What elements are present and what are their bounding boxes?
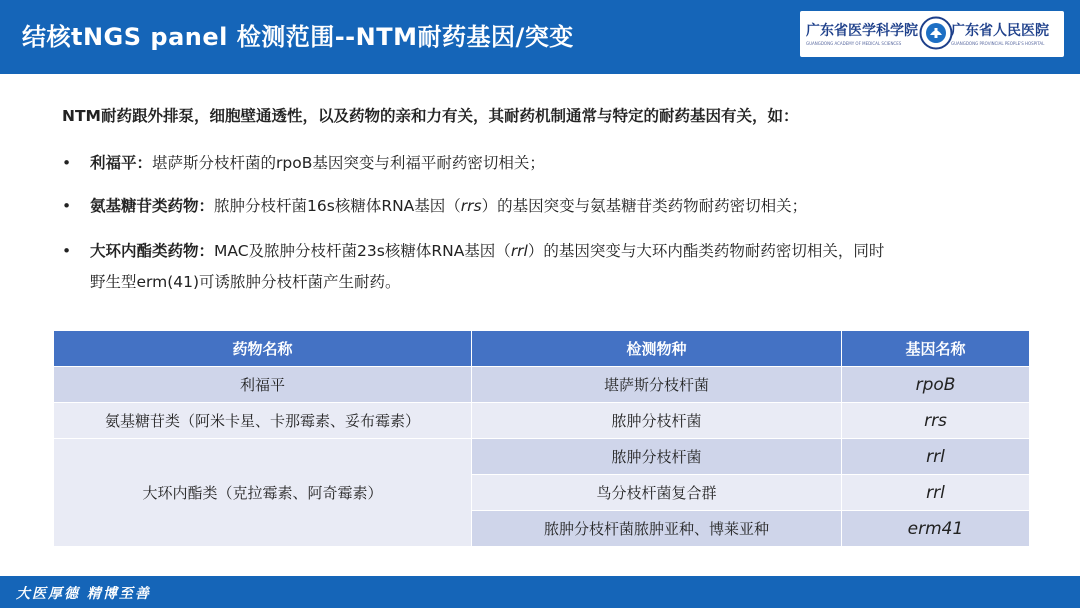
cell-gene: rpoB: [842, 367, 1030, 403]
resistance-gene-table: [53, 330, 1030, 547]
footer-motto: 大医厚德 精博至善: [16, 586, 151, 602]
bullet-dot-icon: •: [62, 154, 72, 172]
bullet-term: 氨基糖苷类药物：: [90, 197, 215, 215]
bullet-term: 利福平：: [90, 154, 153, 172]
bullet-macrolides: [62, 236, 1080, 298]
bullet-gene: rrl: [510, 242, 528, 260]
bullet-text: 堪萨斯分枝杆菌的rpoB基因突变与利福平耐药密切相关；: [152, 154, 545, 172]
header-gene: 基因名称: [842, 331, 1030, 367]
page-title: 结核tNGS panel 检测范围--NTM耐药基因/突变: [22, 23, 574, 51]
bullet-term: 大环内酯类药物：: [90, 242, 215, 260]
cell-drug: 大环内酯类（克拉霉素、阿奇霉素）: [54, 439, 472, 547]
cell-species: 脓肿分枝杆菌: [472, 403, 842, 439]
cell-drug: 氨基糖苷类（阿米卡星、卡那霉素、妥布霉素）: [54, 403, 472, 439]
table-row: [54, 403, 1030, 439]
cell-gene: rrl: [842, 439, 1030, 475]
intro-text: NTM耐药跟外排泵，细胞壁通透性，以及药物的亲和力有关，其耐药机制通常与特定的耐药基因有关，如：: [62, 107, 799, 125]
bullet-text: ）的基因突变与大环内酯类药物耐药密切相关，同时: [527, 242, 885, 260]
header-drug: 药物名称: [54, 331, 472, 367]
academy-logo-subtext: GUANGDONG ACADEMY OF MEDICAL SCIENCES: [806, 41, 902, 46]
cell-species: 鸟分枝杆菌复合群: [472, 475, 842, 511]
table-row: [54, 367, 1030, 403]
table-row: [54, 439, 1030, 475]
hospital-logo-subtext: GUANGDONG PROVINCIAL PEOPLE'S HOSPITAL: [951, 41, 1045, 46]
hospital-logo-text: 广东省人民医院: [951, 23, 1049, 39]
footer-bar: [0, 576, 1080, 608]
bullet-text: ）的基因突变与氨基糖苷类药物耐药密切相关；: [481, 197, 808, 215]
bullet-rifampicin: [62, 148, 545, 179]
bullet-dot-icon: •: [62, 242, 72, 260]
bullet-aminoglycosides: [62, 191, 807, 222]
bullet-dot-icon: •: [62, 197, 72, 215]
header-bar: [0, 0, 1080, 74]
cell-gene: rrl: [842, 475, 1030, 511]
bullet-text: 野生型erm(41)可诱脓肿分枝杆菌产生耐药。: [90, 273, 401, 291]
academy-logo-text: 广东省医学科学院: [806, 23, 918, 39]
header-species: 检测物种: [472, 331, 842, 367]
cell-gene: erm41: [842, 511, 1030, 547]
cell-gene: rrs: [842, 403, 1030, 439]
table-header-row: [54, 331, 1030, 367]
bullet-text: MAC及脓肿分枝杆菌23s核糖体RNA基因（: [214, 242, 511, 260]
cell-species: 脓肿分枝杆菌: [472, 439, 842, 475]
cell-species: 脓肿分枝杆菌脓肿亚种、博莱亚种: [472, 511, 842, 547]
hospital-logo: [800, 11, 1064, 57]
cell-drug: 利福平: [54, 367, 472, 403]
hospital-seal-icon: [919, 16, 953, 50]
cell-species: 堪萨斯分枝杆菌: [472, 367, 842, 403]
bullet-gene: rrs: [460, 197, 482, 215]
bullet-text: 脓肿分枝杆菌16s核糖体RNA基因（: [214, 197, 461, 215]
